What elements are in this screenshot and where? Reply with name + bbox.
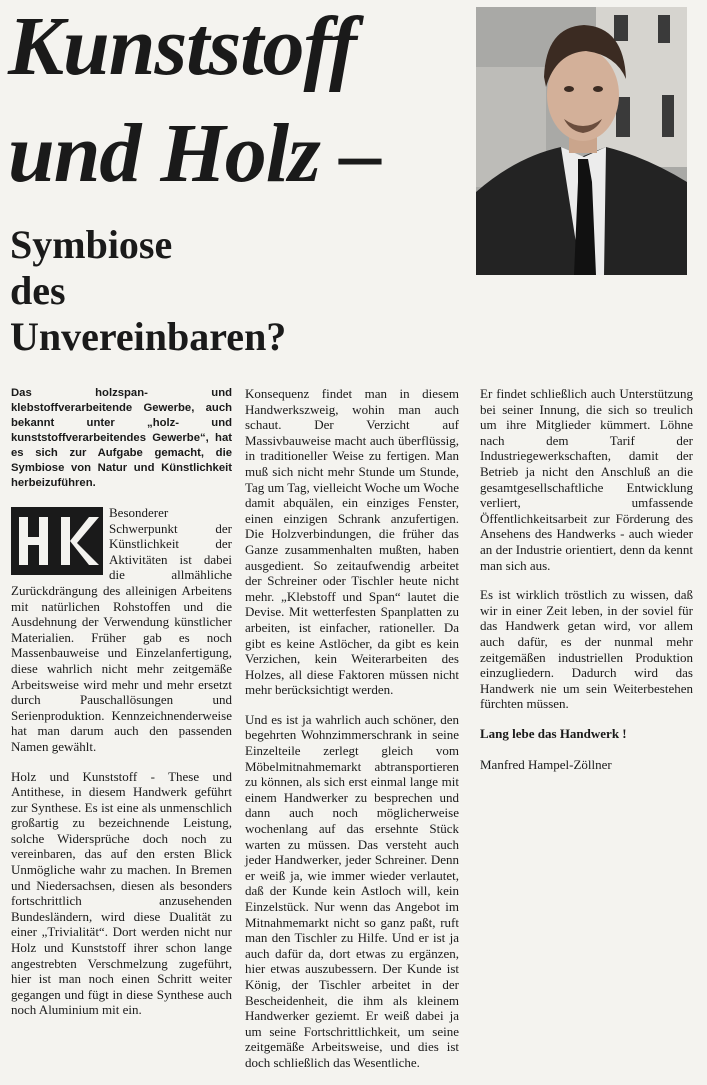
article-column-3 bbox=[480, 386, 693, 773]
article-paragraph-1: Besonderer Schwerpunkt der Künstlichkeit der Aktivitäten ist dabei die allmähliche Zurückdrängung des alleinigen Arbeitens mit natürlichen Rohstoffen und die Ausdehnung der Verwendung künstlicher Materialien. Früher gab es noch Massenbauweise und Einzelanfertigung, diese wahrlich nicht mehr zeitgemäße Arbeitsweise wird mehr und mehr ersetzt durch Pauschallösungen und Serienproduktion. Kennzeichnenderweise hat man darum auch den passenden Namen gewählt. bbox=[11, 505, 232, 754]
article-column-2 bbox=[245, 386, 459, 1085]
article-paragraph-2: Holz und Kunststoff - These und Antithese, in diesem Handwerk geführt zur Synthese. Es ist eine als unmenschlich großartig zu bezeichnende Leistung, solche Widersprüche doch noch zu vereinbaren, das auf den ersten Blick Unmögliche wahr zu machen. In Bremen und Niedersachsen, diesen als besonders fortschrittlich anzusehenden Bundesländern, wird diese Dualität zu einer „Trivialität“. Dort werden nicht nur Holz und Kunststoff ihrer schon lange angestrebten Verschmelzung zugeführt, hier ist man noch einen Schritt weiter gegangen und fügt in diese Synthese auch noch Aluminium mit ein. bbox=[11, 768, 232, 1018]
subheadline-line-1: Symbiose bbox=[10, 222, 173, 267]
article-paragraph-3: Konsequenz findet man in diesem Handwerkszweig, wohin man auch schaut. Der Verzicht auf Massivbauweise macht auch überflüssig, in traditioneller Weise zu fertigen. Man muß sich nicht mehr Stunde um Stunde, Tag um Tag, vielleicht Woche um Woche damit abquälen, ein einziges Fenster, einen einzigen Schrank anzufertigen. Die Holzverbindungen, die früher das Ganze zusammenhalten mußten, haben ausgedient. So zeitaufwendig arbeitet der Schreiner oder Tischler heute nicht mehr. „Klebstoff und Span“ lautet die Devise. Mit wetterfesten Spanplatten zu arbeiten, ist einfacher, rationeller. Da gibt es keine Astlöcher, da gibt es kein Verzichen, kein Weiterarbeiten des Holzes, all diese Faktoren müssen nicht mehr berücksichtigt werden. bbox=[245, 386, 459, 698]
subheadline-line-2: des bbox=[10, 268, 66, 313]
headline-line-1: Kunststoff bbox=[8, 0, 356, 93]
article-lead: Das holzspan- und klebstoffverarbeitende Gewerbe, auch bekannt unter „holz- und kunststoffverarbeitendes Gewerbe“, hat es sich zur Aufgabe gemacht, die Symbiose von Natur und Künstlichkeit herbeizuführen. bbox=[11, 387, 232, 489]
subheadline-line-3: Unvereinbaren? bbox=[10, 314, 287, 359]
article-paragraph-6: Es ist wirklich tröstlich zu wissen, daß wir in einer Zeit leben, in der soviel für das Handwerk getan wird, vor allem auch dafür, es der nunmal mehr zeitgemäßen industriellen Produktion einzugliedern. Dadurch wird das Handwerk nie um sein Weiterbestehen fürchten müssen. bbox=[480, 587, 693, 712]
hk-logo bbox=[11, 507, 103, 575]
article-paragraph-5: Er findet schließlich auch Unterstützung bei seiner Innung, die sich so treulich um ihre Mitglieder kümmert. Löhne nach dem Tarif der Industriegewerkschaften, damit der Betrieb ja nicht den Anschluß an die gesamtgesellschaftliche Entwicklung verliert, umfassende Öffentlichkeitsarbeit zur Förderung des Ansehens des Handwerks - auch wieder an der Industrie orientiert, denn da kennt man sich aus. bbox=[480, 386, 693, 573]
headline-line-2: und Holz – bbox=[8, 107, 381, 200]
author-portrait-photo bbox=[476, 7, 687, 275]
article-paragraph-4: Und es ist ja wahrlich auch schöner, den begehrten Wohnzimmerschrank in seine Einzelteile zerlegt gleich vom Möbelmitnahmemarkt abtransportieren zu können, als sich erst einmal lange mit einem Handwerker zu besprechen und dann auch noch möglicherweise wochenlang auf das ersehnte Stück warten zu müssen. Das versteht auch jeder Handwerker, jeder Schreiner. Denn er weiß ja, wie immer wieder verlautet, daß der Kunde kein Astloch will, kein Einzelstück. Nur wenn das Angebot im Mitnahmemarkt nicht so ganz paßt, ruft man den Tischler zu Hilfe. Und er ist ja auch dafür da, dort etwas zu ergänzen, hier etwas auszubessern. Der Kunde ist König, der Tischler arbeitet in der Bescheidenheit, die ihm als kleinem Handwerker geziemt. Er weiß dabei ja um seine Fortschrittlichkeit, um seine zeitgemäße Arbeitsweise, und dies ist doch schließlich das Wesentliche. bbox=[245, 711, 459, 1070]
closing-line: Lang lebe das Handwerk ! bbox=[480, 725, 627, 741]
author-signature: Manfred Hampel-Zöllner bbox=[480, 757, 612, 773]
article-column-1 bbox=[11, 386, 232, 1032]
